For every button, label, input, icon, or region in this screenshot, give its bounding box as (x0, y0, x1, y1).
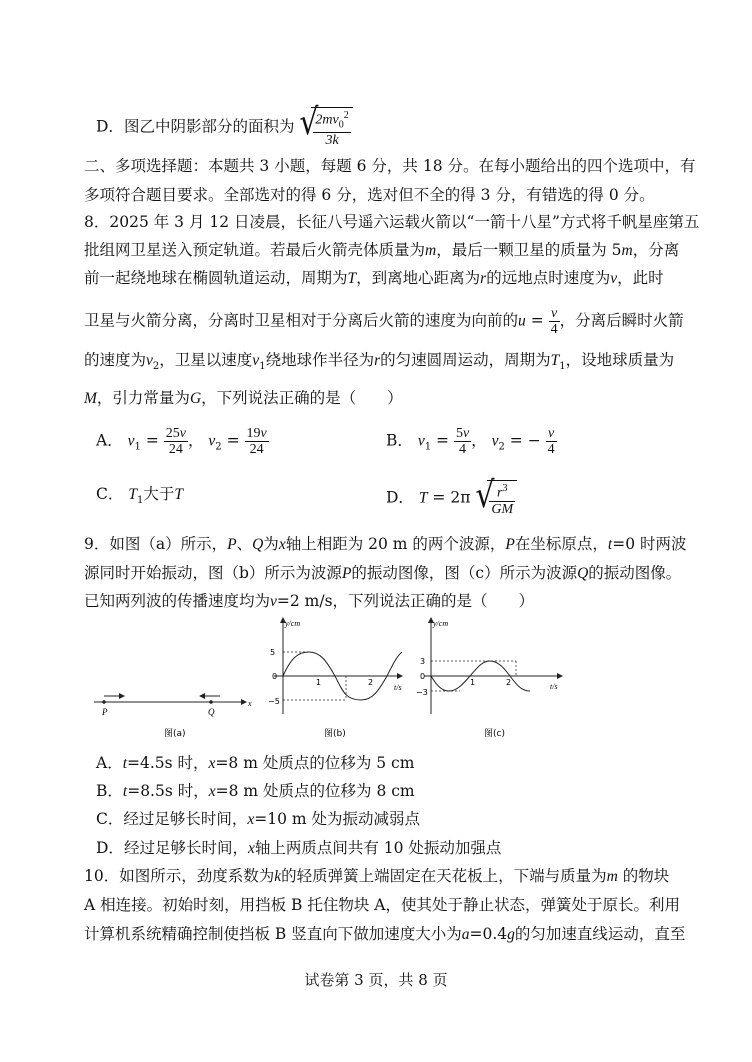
fraction: $\frac{v}{4}$ (547, 426, 555, 457)
source-q-dot (209, 700, 213, 704)
q8-line5: 的速度为$v_2$，卫星以速度$v_1$绕地球作半径为r的匀速圆周运动，周期为$T_1$，设地球质量为 (84, 351, 675, 373)
q10-line1: 10．如图所示，劲度系数为k的轻质弹簧上端固定在天花板上，下端与质量为m 的物块 (84, 867, 670, 885)
prev-option-d (96, 101, 353, 149)
tick-t-2: 2 (506, 678, 512, 687)
q8-line6: M，引力常量为G，下列说法正确的是（ ） (84, 389, 403, 407)
q9-line3: 已知两列波的传播速度均为v=2 m/s，下列说法正确的是（ ） (84, 592, 535, 610)
tick-y-neg5: −5 (268, 697, 280, 706)
q8-option-d: D． T = 2π √ $\frac{r^3}{GM}$ (386, 480, 517, 517)
tick-t-1: 1 (470, 678, 476, 687)
q9-option-b: B．t=8.5s 时，x=8 m 处质点的位移为 8 cm (96, 782, 415, 800)
tick-y-5: 5 (270, 648, 276, 657)
section-heading-line1: 二、多项选择题：本题共 3 小题，每题 6 分，共 18 分。在每小题给出的四个选项中，有 (84, 157, 696, 175)
y-label: y/cm (433, 619, 449, 628)
fraction: $\frac{2mv_0^2}{3k}$ (315, 110, 349, 149)
page-footer: 试卷第 3 页，共 8 页 (304, 971, 448, 989)
fraction: $\frac{25v}{24}$ (165, 426, 186, 457)
q8-option-a: A． $v_1$ = $\frac{25v}{24}$ ， $v_2$ = $\frac{19v}{24}$ (96, 426, 267, 457)
fraction: $\frac{5v}{4}$ (455, 426, 470, 457)
q10-line3: 计算机系统精确控制使挡板 B 竖直向下做加速度大小为a=0.4g的匀加速直线运动，直至 (84, 925, 686, 943)
option-text: 图乙中阴影部分的面积为 (123, 117, 295, 136)
t-label: t/s (550, 682, 558, 691)
q8-line2: 批组网卫星送入预定轨道。若最后火箭壳体质量为m，最后一颗卫星的质量为 5m，分离 (84, 241, 680, 259)
figure-a-caption: 图(a) (164, 729, 186, 739)
label-q: Q (208, 707, 215, 717)
radical-sign: √ (475, 474, 495, 517)
q10-line2: A 相连接。初始时刻，用挡板 B 托住物块 A，使其处于静止状态，弹簧处于原长。利用 (84, 896, 680, 914)
section-heading-line2: 多项符合题目要求。全部选对的得 6 分，选对但不全的得 3 分，有错选的得 0 分。 (84, 186, 655, 204)
sqrt-expression (475, 474, 517, 517)
wave-figures (84, 612, 674, 744)
q9-option-c: C．经过足够长时间，x=10 m 处为振动减弱点 (96, 810, 421, 828)
fraction: $\frac{v}{4}$ (550, 306, 558, 337)
q9-line2: 源同时开始振动，图（b）所示为波源P的振动图像，图（c）所示为波源Q的振动图像。 (84, 564, 682, 582)
q8-option-c: C． $T_1$大于T (96, 485, 183, 507)
tick-t-2: 2 (368, 678, 374, 687)
figure-c-caption: 图(c) (484, 729, 505, 739)
q8-option-b: B． $v_1$ = $\frac{5v}{4}$ ， $v_2$ = − $\frac{v}{4}$ (386, 426, 555, 457)
tick-y-0: 0 (272, 672, 278, 681)
figure-c (416, 618, 562, 739)
tick-y-3: 3 (420, 657, 426, 666)
label-p: P (102, 707, 108, 717)
source-p-dot (102, 700, 106, 704)
q9-line1: 9．如图（a）所示，P、Q为x轴上相距为 20 m 的两个波源，P在坐标原点，t=0 时两波 (84, 535, 687, 553)
figure-b (268, 618, 402, 739)
radical-sign: √ (299, 101, 319, 144)
q9-option-d: D．经过足够长时间，x轴上两质点间共有 10 处振动加强点 (96, 839, 502, 857)
tick-t-1: 1 (316, 678, 322, 687)
q8-line3: 前一起绕地球在椭圆轨道运动，周期为T，到离地心距离为r的远地点时速度为v，此时 (84, 269, 664, 287)
q9-option-a: A．t=4.5s 时，x=8 m 处质点的位移为 5 cm (96, 754, 415, 772)
fraction: $\frac{19v}{24}$ (246, 426, 267, 457)
sqrt-expression (299, 101, 352, 149)
figure-a (94, 696, 252, 739)
y-label: y/cm (285, 619, 301, 628)
q8-line1: 8．2025 年 3 月 12 日凌晨，长征八号遥六运载火箭以“一箭十八星”方式将千帆星座第五 (84, 213, 700, 231)
option-label: D． (96, 117, 124, 136)
label-x: x (248, 699, 252, 708)
tick-y-neg3: −3 (416, 688, 428, 697)
t-label: t/s (394, 683, 402, 692)
figure-b-caption: 图(b) (324, 729, 346, 739)
q8-line4: 卫星与火箭分离，分离时卫星相对于分离后火箭的速度为向前的u = $\frac{v}{4}$ ，分离后瞬时火箭 (84, 306, 684, 337)
fraction: $\frac{r^3}{GM}$ (491, 483, 514, 517)
tick-y-0: 0 (420, 672, 426, 681)
